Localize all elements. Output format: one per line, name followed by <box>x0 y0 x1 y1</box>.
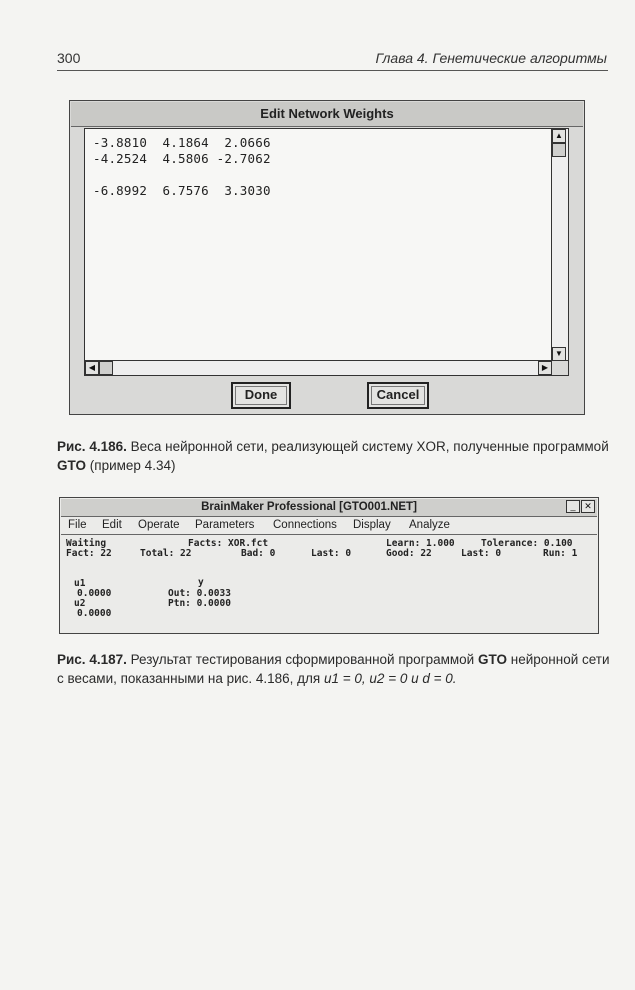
close-icon[interactable]: ✕ <box>581 500 595 513</box>
scroll-down-icon[interactable]: ▼ <box>552 347 566 361</box>
scroll-thumb[interactable] <box>99 361 113 375</box>
brainmaker-window <box>59 497 599 634</box>
horizontal-scrollbar[interactable] <box>85 360 552 375</box>
scroll-thumb[interactable] <box>552 143 566 157</box>
scroll-right-icon[interactable]: ▶ <box>538 361 552 375</box>
menu-bar <box>66 519 592 533</box>
weight-row: -3.8810 4.1864 2.0666 <box>93 135 271 150</box>
status-last-bad: Last: 0 <box>311 548 352 559</box>
caption-text: (пример 4.34) <box>89 458 176 473</box>
status-fact: Fact: 22 <box>66 548 112 559</box>
menu-divider <box>61 534 597 535</box>
status-run: Run: 1 <box>543 548 578 559</box>
input-u1-value: 0.0000 <box>77 588 112 599</box>
page-number: 300 <box>57 50 81 66</box>
caption-text: нейронной сети с весами, показанными на рис. 4.186, для <box>57 652 610 686</box>
menu-parameters[interactable]: Parameters <box>195 519 255 531</box>
menu-analyze[interactable]: Analyze <box>409 519 450 531</box>
caption-text: Веса нейронной сети, реализующей систему XOR, полученные программой <box>130 439 609 454</box>
scroll-left-icon[interactable]: ◀ <box>85 361 99 375</box>
menu-display[interactable]: Display <box>353 519 391 531</box>
menu-connections[interactable]: Connections <box>273 519 337 531</box>
cancel-button[interactable] <box>367 382 429 409</box>
done-label: Done <box>244 387 278 402</box>
vertical-scrollbar[interactable] <box>551 129 568 361</box>
dialog-title: Edit Network Weights <box>260 106 394 121</box>
output-ptn: Ptn: 0.0000 <box>168 598 231 609</box>
status-waiting: Waiting <box>66 538 107 549</box>
window-title: BrainMaker Professional [GTO001.NET] <box>201 501 417 513</box>
output-y-label: y <box>198 577 204 588</box>
figure-186-caption <box>57 437 612 475</box>
input-u2-label: u2 <box>74 598 86 609</box>
output-out: Out: 0.0033 <box>168 588 231 599</box>
input-u2-value: 0.0000 <box>77 608 112 619</box>
done-button[interactable] <box>231 382 291 409</box>
dialog-titlebar[interactable] <box>71 102 583 127</box>
chapter-title: Глава 4. Генетические алгоритмы <box>375 50 607 66</box>
edit-network-weights-dialog <box>69 100 585 415</box>
weights-text-area[interactable] <box>84 128 569 376</box>
menu-edit[interactable]: Edit <box>102 519 122 531</box>
status-good: Good: 22 <box>386 548 432 559</box>
caption-label: Рис. 4.186. <box>57 439 127 454</box>
scroll-up-icon[interactable]: ▲ <box>552 129 566 143</box>
caption-text: Результат тестирования сформированной программой <box>130 652 475 667</box>
caption-formula: u1 = 0, u2 = 0 и d = 0. <box>324 671 457 686</box>
caption-label: Рис. 4.187. <box>57 652 127 667</box>
weight-row: -4.2524 4.5806 -2.7062 <box>93 151 271 166</box>
status-tolerance: Tolerance: 0.100 <box>481 538 573 549</box>
figure-187-caption <box>57 650 612 688</box>
header-divider <box>57 70 608 71</box>
status-facts: Facts: XOR.fct <box>188 538 269 549</box>
window-titlebar[interactable] <box>61 499 597 517</box>
scrollbar-corner <box>551 360 568 375</box>
status-learn: Learn: 1.000 <box>386 538 455 549</box>
menu-file[interactable]: File <box>68 519 87 531</box>
caption-bold-term: GTO <box>477 652 507 667</box>
minimize-icon[interactable]: _ <box>566 500 580 513</box>
status-total: Total: 22 <box>140 548 192 559</box>
status-last-good: Last: 0 <box>461 548 502 559</box>
caption-bold-term: GTO <box>57 458 87 473</box>
cancel-label: Cancel <box>376 387 420 402</box>
input-u1-label: u1 <box>74 578 86 589</box>
menu-operate[interactable]: Operate <box>138 519 180 531</box>
status-bad: Bad: 0 <box>241 548 276 559</box>
weight-row: -6.8992 6.7576 3.3030 <box>93 183 271 198</box>
